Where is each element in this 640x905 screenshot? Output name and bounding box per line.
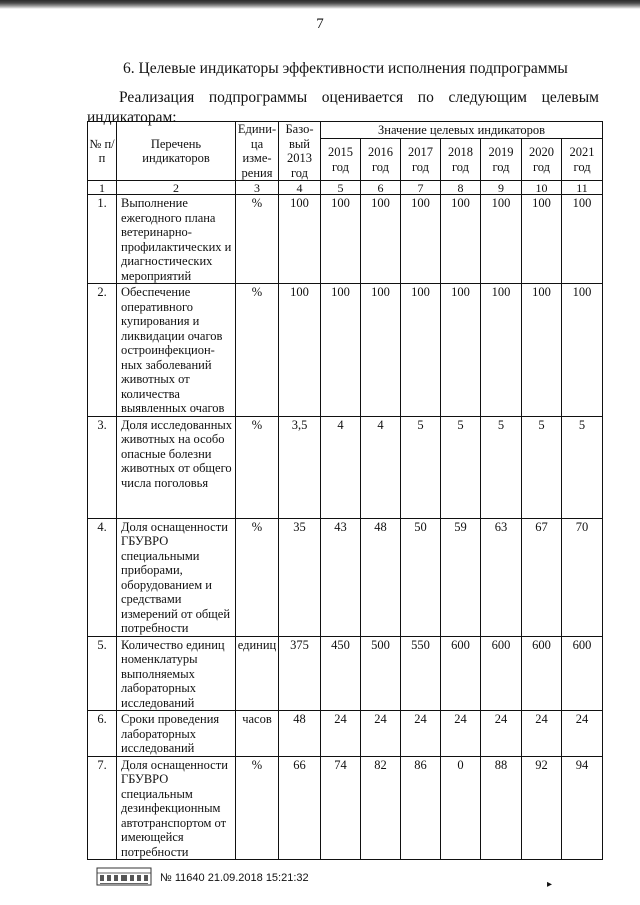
value-cell: 0 bbox=[441, 756, 481, 860]
base-value: 48 bbox=[279, 711, 321, 757]
value-cell: 4 bbox=[321, 416, 361, 518]
column-number: 9 bbox=[481, 181, 522, 195]
row-number: 4. bbox=[88, 518, 117, 636]
column-number-row bbox=[88, 181, 603, 195]
intro-word: по bbox=[417, 89, 434, 106]
value-cell: 5 bbox=[401, 416, 441, 518]
value-cell: 24 bbox=[401, 711, 441, 757]
column-number: 6 bbox=[361, 181, 401, 195]
value-cell: 100 bbox=[481, 284, 522, 417]
value-cell: 100 bbox=[361, 284, 401, 417]
header-indicator-list: Перечень индикаторов bbox=[117, 122, 236, 181]
document-number: № 11640 bbox=[160, 872, 205, 884]
page-number: 7 bbox=[316, 16, 324, 32]
value-cell: 600 bbox=[441, 636, 481, 711]
base-value: 66 bbox=[279, 756, 321, 860]
intro-word: оценивается bbox=[321, 89, 404, 106]
value-cell: 63 bbox=[481, 518, 522, 636]
value-cell: 24 bbox=[441, 711, 481, 757]
registration-timestamp: 21.09.2018 15:21:32 bbox=[207, 872, 309, 884]
indicators-table bbox=[87, 121, 603, 860]
header-year: 2016 год bbox=[361, 139, 401, 181]
unit-cell: % bbox=[236, 195, 279, 284]
value-cell: 100 bbox=[401, 195, 441, 284]
value-cell: 100 bbox=[562, 284, 603, 417]
indicator-name: Сроки проведения лабораторных исследований bbox=[117, 711, 236, 757]
value-cell: 100 bbox=[321, 284, 361, 417]
row-number: 5. bbox=[88, 636, 117, 711]
value-cell: 100 bbox=[441, 284, 481, 417]
value-cell: 5 bbox=[562, 416, 603, 518]
base-value: 375 bbox=[279, 636, 321, 711]
indicator-name: Количество единиц номенклатуры выполняемых лабораторных исследований bbox=[117, 636, 236, 711]
value-cell: 550 bbox=[401, 636, 441, 711]
header-year: 2020 год bbox=[522, 139, 562, 181]
value-cell: 4 bbox=[361, 416, 401, 518]
value-cell: 92 bbox=[522, 756, 562, 860]
unit-cell: единиц bbox=[236, 636, 279, 711]
base-value: 100 bbox=[279, 195, 321, 284]
table-row bbox=[88, 195, 603, 284]
table-row bbox=[88, 636, 603, 711]
row-number: 6. bbox=[88, 711, 117, 757]
scan-edge bbox=[0, 0, 640, 9]
value-cell: 94 bbox=[562, 756, 603, 860]
value-cell: 500 bbox=[361, 636, 401, 711]
header-base-year: Базо-вый 2013 год bbox=[279, 122, 321, 181]
value-cell: 100 bbox=[481, 195, 522, 284]
base-value: 3,5 bbox=[279, 416, 321, 518]
value-cell: 43 bbox=[321, 518, 361, 636]
indicator-name: Выполнение ежегодного плана ветеринарно-профилактических и диагностических мероприятий bbox=[117, 195, 236, 284]
value-cell: 48 bbox=[361, 518, 401, 636]
header-target-values: Значение целевых индикаторов bbox=[321, 122, 603, 139]
section-heading: 6. Целевые индикаторы эффективности исполнения подпрограммы bbox=[123, 60, 568, 77]
value-cell: 70 bbox=[562, 518, 603, 636]
column-number: 2 bbox=[117, 181, 236, 195]
table-row bbox=[88, 416, 603, 518]
table-row bbox=[88, 711, 603, 757]
value-cell: 24 bbox=[361, 711, 401, 757]
value-cell: 100 bbox=[562, 195, 603, 284]
intro-word: следующим bbox=[448, 89, 527, 106]
value-cell: 600 bbox=[522, 636, 562, 711]
indicator-name: Доля оснащенности ГБУВРО специальными приборами, оборудованием и средствами измерений от общей потребности bbox=[117, 518, 236, 636]
intro-word: подпрограммы bbox=[208, 89, 308, 106]
intro-line-2: индикаторам: bbox=[87, 109, 177, 126]
value-cell: 5 bbox=[441, 416, 481, 518]
row-number: 1. bbox=[88, 195, 117, 284]
header-year: 2018 год bbox=[441, 139, 481, 181]
header-unit: Едини-ца изме-рения bbox=[236, 122, 279, 181]
indicator-name: Доля оснащенности ГБУВРО специальным дезинфекционным автотранспортом от имеющейся потребности bbox=[117, 756, 236, 860]
header-year: 2015 год bbox=[321, 139, 361, 181]
registry-stamp-icon bbox=[96, 865, 152, 887]
column-number: 11 bbox=[562, 181, 603, 195]
unit-cell: часов bbox=[236, 711, 279, 757]
value-cell: 100 bbox=[401, 284, 441, 417]
intro-line-1 bbox=[87, 88, 599, 108]
row-number: 7. bbox=[88, 756, 117, 860]
column-number: 10 bbox=[522, 181, 562, 195]
intro-word: Реализация bbox=[119, 89, 195, 106]
value-cell: 100 bbox=[522, 195, 562, 284]
header-year: 2021 год bbox=[562, 139, 603, 181]
header-year: 2017 год bbox=[401, 139, 441, 181]
column-number: 7 bbox=[401, 181, 441, 195]
column-number: 5 bbox=[321, 181, 361, 195]
value-cell: 24 bbox=[481, 711, 522, 757]
column-number: 3 bbox=[236, 181, 279, 195]
header-num: № п/п bbox=[88, 122, 117, 181]
row-number: 3. bbox=[88, 416, 117, 518]
value-cell: 67 bbox=[522, 518, 562, 636]
table-row bbox=[88, 284, 603, 417]
base-value: 100 bbox=[279, 284, 321, 417]
unit-cell: % bbox=[236, 416, 279, 518]
value-cell: 5 bbox=[481, 416, 522, 518]
value-cell: 100 bbox=[441, 195, 481, 284]
unit-cell: % bbox=[236, 518, 279, 636]
value-cell: 88 bbox=[481, 756, 522, 860]
footer-registration bbox=[160, 872, 309, 884]
value-cell: 450 bbox=[321, 636, 361, 711]
column-number: 8 bbox=[441, 181, 481, 195]
header-year: 2019 год bbox=[481, 139, 522, 181]
value-cell: 74 bbox=[321, 756, 361, 860]
table-row bbox=[88, 518, 603, 636]
value-cell: 100 bbox=[522, 284, 562, 417]
column-number: 1 bbox=[88, 181, 117, 195]
intro-word: целевым bbox=[541, 89, 599, 106]
value-cell: 5 bbox=[522, 416, 562, 518]
value-cell: 600 bbox=[562, 636, 603, 711]
value-cell: 100 bbox=[361, 195, 401, 284]
column-number: 4 bbox=[279, 181, 321, 195]
base-value: 35 bbox=[279, 518, 321, 636]
indicator-name: Обеспечение оперативного купирования и ликвидации очагов остроинфекцион-ных заболеваний животных от количества выявленных очагов bbox=[117, 284, 236, 417]
value-cell: 100 bbox=[321, 195, 361, 284]
unit-cell: % bbox=[236, 756, 279, 860]
value-cell: 86 bbox=[401, 756, 441, 860]
value-cell: 82 bbox=[361, 756, 401, 860]
value-cell: 59 bbox=[441, 518, 481, 636]
value-cell: 24 bbox=[522, 711, 562, 757]
scan-artifact-icon: ▸ bbox=[547, 879, 553, 890]
unit-cell: % bbox=[236, 284, 279, 417]
table-row bbox=[88, 756, 603, 860]
row-number: 2. bbox=[88, 284, 117, 417]
value-cell: 600 bbox=[481, 636, 522, 711]
value-cell: 24 bbox=[321, 711, 361, 757]
indicator-name: Доля исследованных животных на особо опасные болезни животных от общего числа поголовья bbox=[117, 416, 236, 518]
value-cell: 50 bbox=[401, 518, 441, 636]
value-cell: 24 bbox=[562, 711, 603, 757]
